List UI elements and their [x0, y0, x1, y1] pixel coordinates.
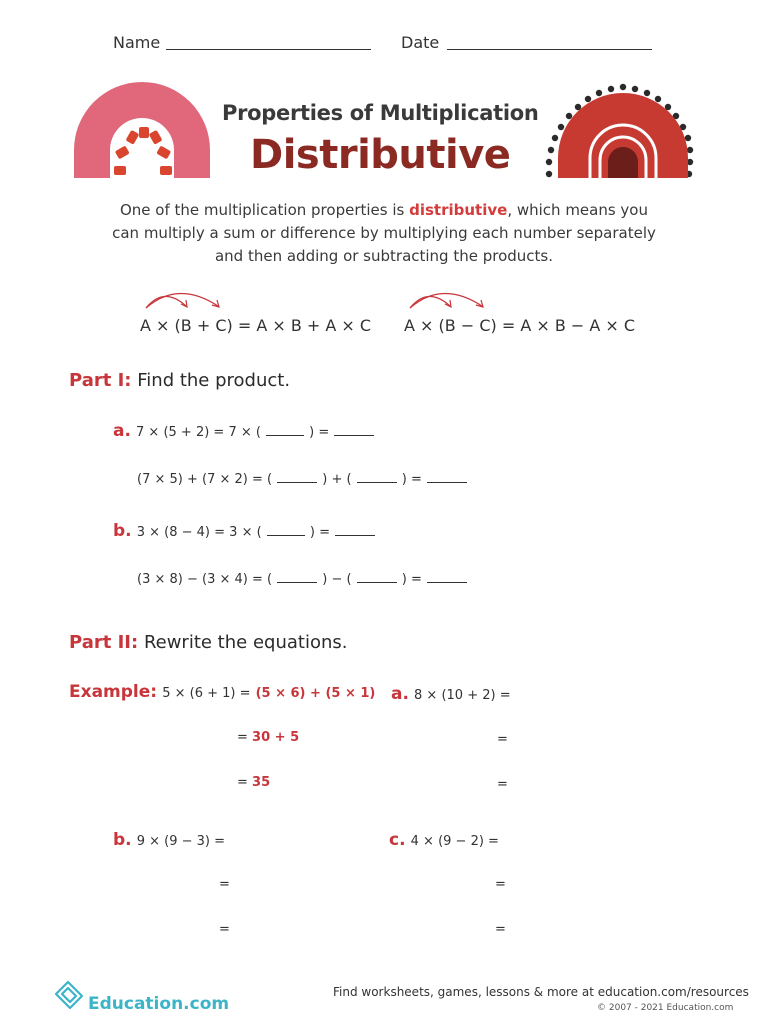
part1-instruction: Find the product.	[137, 370, 291, 391]
formula-subtraction: A × (B − C) = A × B − A × C	[404, 316, 636, 335]
eq-text: 9 × (9 − 3) =	[136, 834, 226, 849]
example-row2	[237, 730, 299, 745]
part1-b-row2	[137, 568, 467, 587]
part2-label: Part II:	[69, 632, 139, 653]
page-title: Distributive	[250, 132, 511, 178]
equals-sign: =	[497, 732, 508, 747]
question-letter: a.	[391, 684, 409, 704]
question-letter: b.	[113, 830, 132, 850]
footer-tagline[interactable]: Find worksheets, games, lessons & more at education.com/resources	[333, 985, 749, 999]
answer-blank[interactable]	[277, 570, 317, 583]
date-line[interactable]	[447, 49, 652, 50]
answer-blank[interactable]	[267, 523, 305, 536]
eq-text: 3 × (8 − 4) = 3 × (	[136, 525, 262, 540]
part1-a-row1	[113, 421, 374, 441]
eq-text: (7 × 5) + (7 × 2) = (	[137, 472, 273, 487]
equals-sign: =	[495, 877, 506, 892]
part2-c-row1	[389, 830, 499, 850]
name-line[interactable]	[166, 49, 371, 50]
part2-instruction: Rewrite the equations.	[143, 632, 348, 653]
answer-blank[interactable]	[427, 570, 467, 583]
eq-text: 8 × (10 + 2) =	[414, 688, 511, 703]
answer-blank[interactable]	[334, 423, 374, 436]
example-label: Example:	[69, 682, 158, 702]
answer-blank[interactable]	[357, 570, 397, 583]
intro-paragraph	[110, 199, 658, 268]
part2-a-row1	[391, 684, 511, 704]
page-subtitle: Properties of Multiplication	[222, 101, 539, 125]
question-letter: c.	[389, 830, 406, 850]
distribute-arrows-icon	[404, 288, 494, 312]
eq-text: 7 × (5 + 2) = 7 × (	[136, 425, 261, 440]
red-rainbow-icon	[544, 78, 694, 180]
education-brand[interactable]: Education.com	[88, 994, 230, 1014]
intro-text-end: , which means you can multiply a sum or difference by multiplying each number separately and then adding or subtracting the products.	[112, 201, 656, 265]
question-letter: b.	[113, 521, 132, 541]
example-answer: (5 × 6) + (5 × 1)	[255, 686, 376, 701]
date-label: Date	[401, 33, 440, 52]
name-label: Name	[113, 33, 161, 52]
question-letter: a.	[113, 421, 131, 441]
distribute-arrows-icon	[140, 288, 230, 312]
answer-blank[interactable]	[266, 423, 304, 436]
part1-label: Part I:	[69, 370, 132, 391]
eq-text: 5 × (6 + 1) =	[162, 686, 251, 701]
equals-sign: =	[237, 730, 248, 745]
part1-heading	[69, 370, 290, 391]
example-row3	[237, 775, 270, 790]
education-logo-icon	[52, 978, 86, 1010]
eq-text: ) =	[401, 472, 422, 487]
answer-blank[interactable]	[335, 523, 375, 536]
intro-text-start: One of the multiplication properties is	[119, 201, 410, 219]
equals-sign: =	[219, 877, 230, 892]
answer-blank[interactable]	[357, 470, 397, 483]
eq-text: (3 × 8) − (3 × 4) = (	[137, 572, 273, 587]
formula-addition: A × (B + C) = A × B + A × C	[140, 316, 372, 335]
eq-text: ) =	[309, 525, 330, 540]
eq-text: 4 × (9 − 2) =	[410, 834, 499, 849]
part1-a-row2	[137, 468, 467, 487]
example-answer: 35	[252, 775, 271, 790]
example-answer: 30 + 5	[252, 730, 300, 745]
example-row1	[69, 682, 375, 702]
footer-copyright: © 2007 - 2021 Education.com	[597, 1003, 734, 1013]
equals-sign: =	[495, 922, 506, 937]
equals-sign: =	[497, 777, 508, 792]
answer-blank[interactable]	[277, 470, 317, 483]
answer-blank[interactable]	[427, 470, 467, 483]
part2-heading	[69, 632, 347, 653]
equals-sign: =	[237, 775, 248, 790]
eq-text: ) =	[401, 572, 422, 587]
eq-text: ) + (	[322, 472, 352, 487]
intro-keyword: distributive	[409, 201, 508, 219]
eq-text: ) =	[309, 425, 330, 440]
part1-b-row1	[113, 521, 375, 541]
equals-sign: =	[219, 922, 230, 937]
part2-b-row1	[113, 830, 225, 850]
eq-text: ) − (	[322, 572, 352, 587]
pink-rainbow-icon	[70, 78, 215, 180]
